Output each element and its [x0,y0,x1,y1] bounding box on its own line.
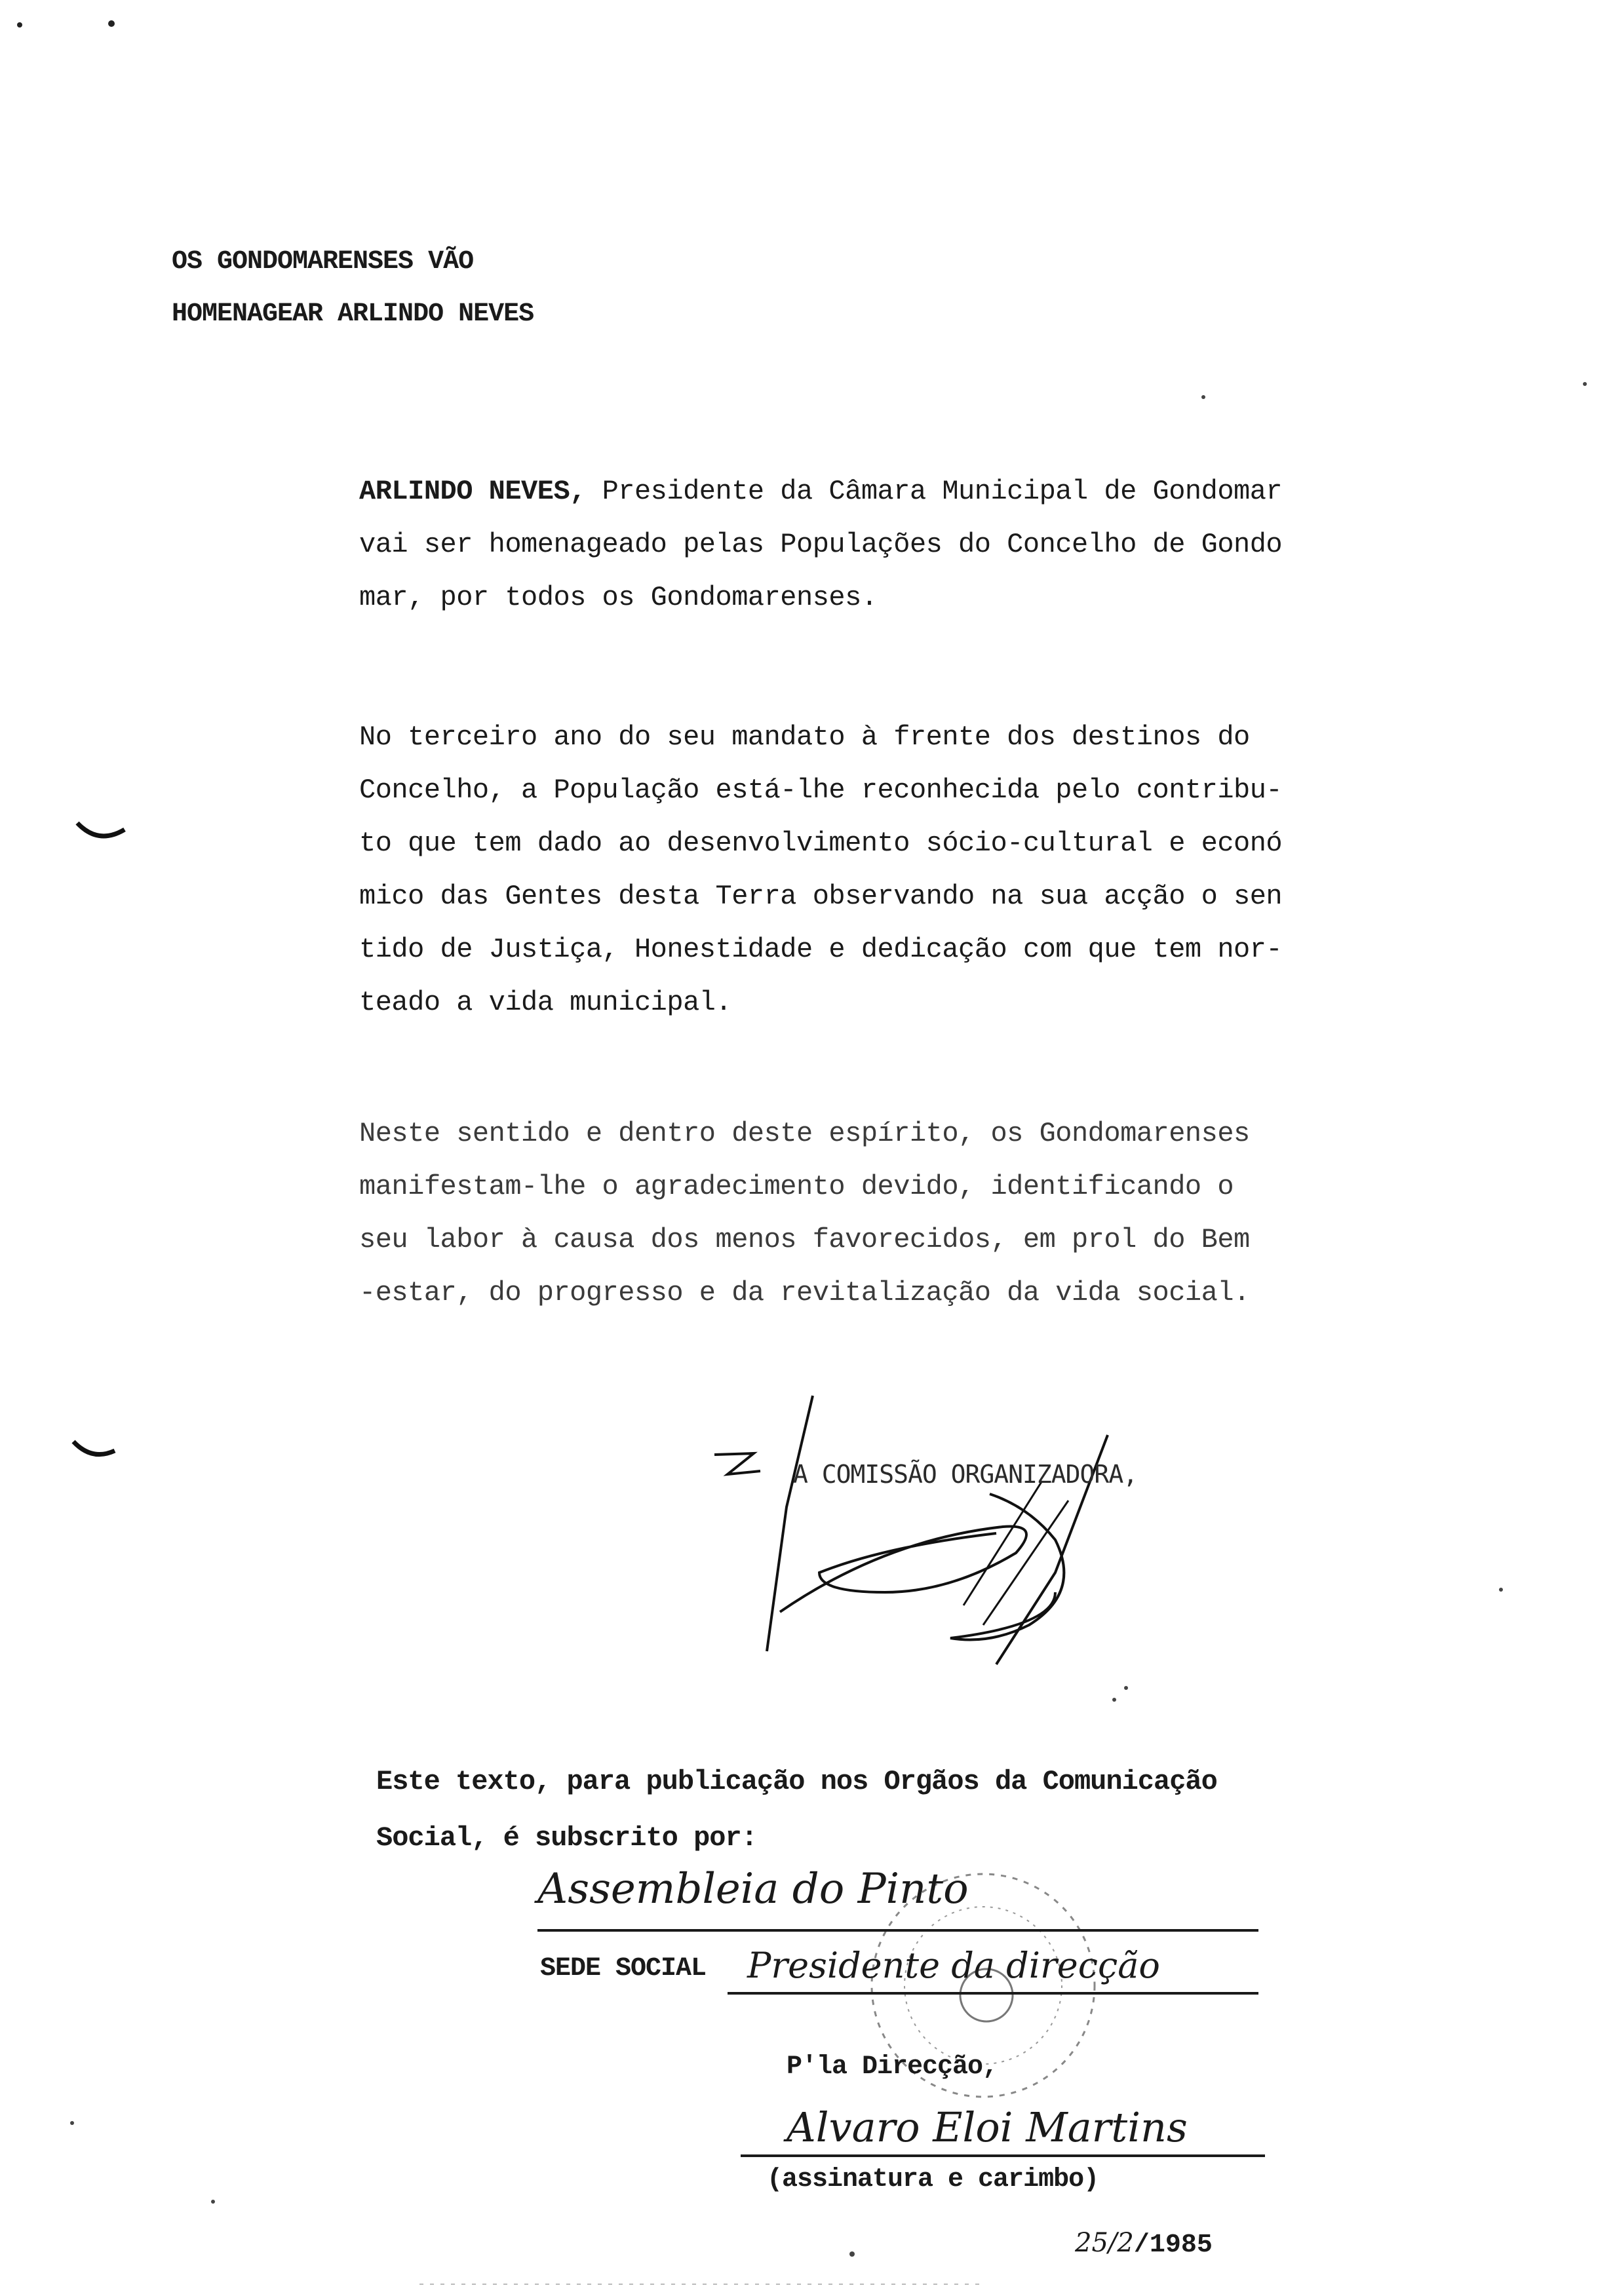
paragraph-2-line-6: teado a vida municipal. [359,987,732,1018]
entity-line [537,1929,1258,1932]
direction-label: P'la Direcção, [787,2052,998,2082]
commission-label: A COMISSÃO ORGANIZADORA, [793,1460,1138,1489]
paragraph-3-line-2: manifestam-lhe o agradecimento devido, identificando o [359,1171,1234,1202]
headline [172,236,534,341]
paragraph-2-line-5: tido de Justiça, Honestidade e dedicação com que tem nor- [359,934,1283,965]
paragraph-3-line-3: seu labor à causa dos menos favorecidos, em prol do Bem [359,1224,1250,1255]
headline-line-2: HOMENAGEAR ARLINDO NEVES [172,299,534,329]
paragraph-1-lead: ARLINDO NEVES, [359,476,586,507]
sede-social-label: SEDE SOCIAL [540,1954,707,1983]
paragraph-3-line-1: Neste sentido e dentro deste espírito, os Gondomarenses [359,1118,1250,1149]
document-date [1075,2228,1213,2260]
date-handwritten: 25/2 [1075,2228,1134,2258]
signature-caption: (assinatura e carimbo) [767,2165,1099,2194]
sede-line [728,1992,1258,1995]
commission-signature-scribble [688,1376,1134,1677]
signature-line [741,2154,1265,2157]
paragraph-1-line-3: mar, por todos os Gondomarenses. [359,582,878,613]
paragraph-2 [359,711,1310,1029]
paragraph-2-line-3: to que tem dado ao desenvolvimento sócio-cultural e econó [359,828,1283,859]
headline-line-1: OS GONDOMARENSES VÃO [172,247,474,277]
paragraph-1 [359,465,1310,624]
paragraph-1-line-2: vai ser homenageado pelas Populações do Concelho de Gondo [359,529,1283,560]
subscription-line-1: Este texto, para publicação nos Orgãos da Comunicação [376,1766,1217,1797]
paragraph-2-line-4: mico das Gentes desta Terra observando na sua acção o sen [359,881,1283,912]
paragraph-3 [359,1107,1310,1320]
paragraph-3-line-4: -estar, do progresso e da revitalização da vida social. [359,1277,1250,1309]
date-year: /1985 [1133,2230,1213,2260]
paragraph-2-line-1: No terceiro ano do seu mandato à frente dos destinos do [359,721,1250,753]
director-signature: Alvaro Eloi Martins [787,2103,1188,2151]
subscription-line-2: Social, é subscrito por: [376,1822,757,1854]
entity-handwritten: Assembleia do Pinto [537,1865,969,1913]
paragraph-1-line-1-text: Presidente da Câmara Municipal de Gondomar [585,476,1283,507]
paragraph-2-line-2: Concelho, a População está-lhe reconhecida pelo contribu- [359,775,1283,806]
subscription-note [376,1753,1217,1866]
paragraph-1-line-1 [359,465,1310,518]
sede-handwritten: Presidente da direcção [747,1945,1160,1986]
